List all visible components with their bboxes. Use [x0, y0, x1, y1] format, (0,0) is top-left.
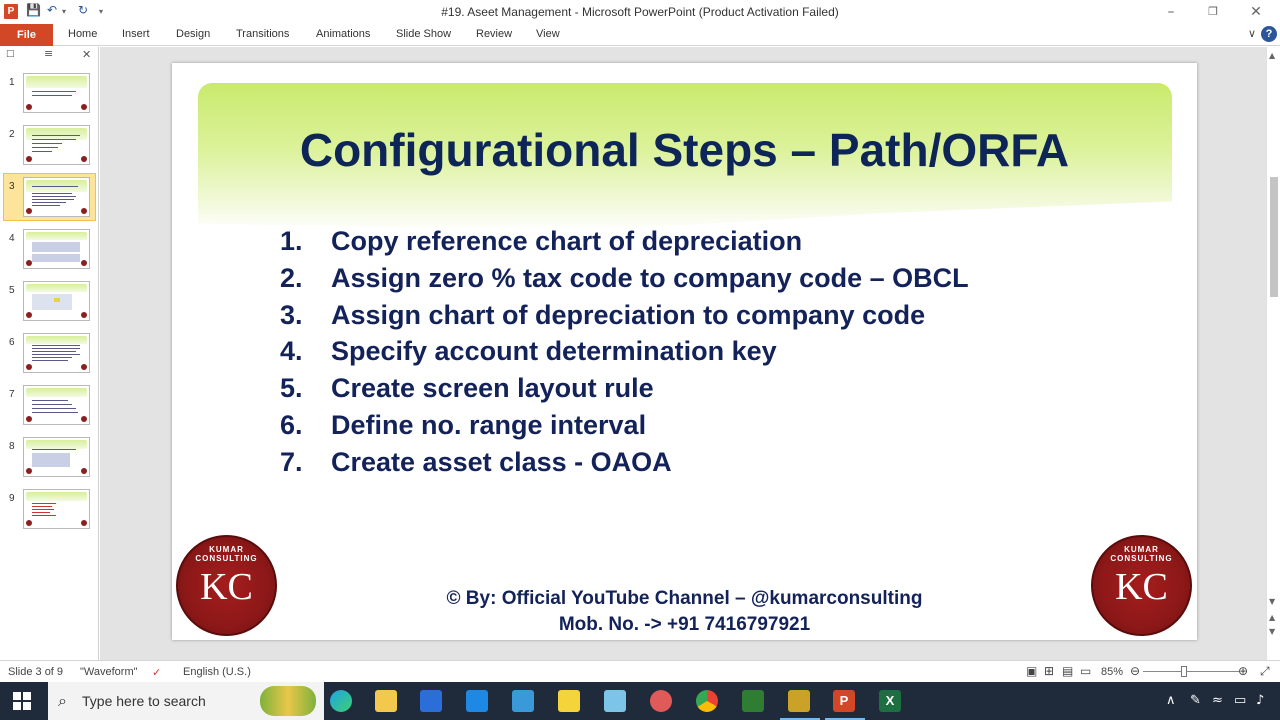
powerpoint-taskbar-icon[interactable]: P [833, 690, 855, 712]
thumbnail-2[interactable] [0, 125, 99, 171]
file-explorer-icon[interactable] [375, 690, 397, 712]
tab-review[interactable]: Review [476, 28, 513, 40]
slides-tab-icon[interactable]: □ [6, 49, 15, 59]
theme-name[interactable]: "Waveform" [80, 666, 138, 678]
kc-logo-left [176, 535, 277, 636]
current-slide[interactable] [172, 63, 1197, 640]
slide-editing-area[interactable] [100, 47, 1266, 660]
thumbnail-number: 8 [9, 441, 15, 452]
scroll-up-icon[interactable]: ▲ [1269, 51, 1276, 60]
credit-text[interactable] [172, 586, 1197, 638]
list-item [280, 297, 969, 334]
list-item [280, 333, 969, 370]
windows-start-icon[interactable] [13, 692, 31, 710]
slide-thumbnail [23, 333, 90, 373]
kc-logo-right [1091, 535, 1192, 636]
snipping-tool-icon[interactable] [604, 690, 626, 712]
steps-list[interactable] [280, 223, 969, 481]
app-icon[interactable] [788, 690, 810, 712]
step-number: 3. [280, 299, 303, 330]
step-number: 7. [280, 446, 303, 477]
thumbnail-number: 5 [9, 285, 15, 296]
thumbnail-6[interactable] [0, 333, 99, 379]
previous-slide-icon[interactable]: ▲ [1269, 613, 1276, 622]
thumbnail-9[interactable] [0, 489, 99, 535]
slide-show-icon[interactable]: ▭ [1080, 664, 1092, 678]
zoom-slider[interactable] [1143, 671, 1239, 672]
step-number: 2. [280, 262, 303, 293]
thumbnail-3[interactable] [0, 177, 99, 223]
slide-thumbnail [23, 229, 90, 269]
zoom-slider-knob[interactable] [1181, 666, 1187, 677]
minimize-button[interactable]: – [1167, 4, 1175, 20]
windows-taskbar [0, 682, 1280, 720]
search-placeholder: Type here to search [82, 693, 206, 709]
thumbnail-4[interactable] [0, 229, 99, 275]
thumbnail-number: 1 [9, 77, 15, 88]
thumbnail-number: 4 [9, 233, 15, 244]
list-item [280, 444, 969, 481]
list-item [280, 407, 969, 444]
thumbnail-5[interactable] [0, 281, 99, 327]
redo-icon[interactable]: ↻ [78, 3, 89, 17]
slide-thumbnail [23, 281, 90, 321]
logo-ring-text: KUMAR CONSULTING [1110, 545, 1173, 563]
scroll-thumb[interactable] [1270, 177, 1278, 297]
excel-taskbar-icon[interactable]: X [879, 690, 901, 712]
tab-home[interactable]: Home [68, 28, 98, 40]
edge-browser-icon[interactable] [330, 690, 352, 712]
normal-view-icon[interactable]: ▣ [1026, 664, 1038, 678]
thumbnail-number: 6 [9, 337, 15, 348]
step-text: Assign zero % tax code to company code – OBCL [331, 262, 969, 293]
show-hidden-icons[interactable]: ∧ [1166, 693, 1176, 708]
slide-sorter-icon[interactable]: ⊞ [1044, 664, 1055, 678]
paint-icon[interactable] [650, 690, 672, 712]
tab-design[interactable]: Design [176, 28, 211, 40]
tab-view[interactable]: View [536, 28, 560, 40]
zoom-in-icon[interactable]: ⊕ [1238, 664, 1249, 678]
thumbnail-number: 9 [9, 493, 15, 504]
customize-qat-icon[interactable]: ▾ [99, 7, 104, 16]
search-icon: ⌕ [58, 691, 67, 710]
scroll-down-icon[interactable]: ▼ [1269, 597, 1276, 606]
step-text: Assign chart of depreciation to company code [331, 299, 926, 330]
thumbnail-number: 3 [9, 181, 15, 192]
step-text: Specify account determination key [331, 336, 777, 367]
close-button[interactable]: ✕ [1250, 4, 1262, 20]
volume-icon[interactable]: ♪ [1256, 693, 1265, 708]
thumbnail-8[interactable] [0, 437, 99, 483]
thumbnail-number: 7 [9, 389, 15, 400]
remote-desktop-icon[interactable] [512, 690, 534, 712]
credit-line-1: © By: Official YouTube Channel – @kumarconsulting [446, 588, 923, 609]
slide-thumbnail [23, 385, 90, 425]
thumbnail-1[interactable] [0, 73, 99, 119]
tab-file[interactable]: File [0, 24, 53, 46]
list-item [280, 260, 969, 297]
next-slide-icon[interactable]: ▼ [1269, 627, 1276, 636]
undo-icon[interactable]: ↶ [47, 3, 58, 17]
expand-ribbon-icon[interactable]: ∨ [1247, 27, 1256, 40]
zoom-level[interactable]: 85% [1101, 666, 1124, 678]
step-text: Create asset class - OAOA [331, 446, 672, 477]
zoom-out-icon[interactable]: ⊖ [1130, 664, 1141, 678]
spelling-check-icon[interactable]: ✓ [152, 667, 162, 679]
step-number: 1. [280, 226, 303, 256]
vertical-scrollbar[interactable] [1266, 47, 1280, 660]
slide-thumbnail [23, 437, 90, 477]
title-bar [0, 0, 1280, 24]
help-icon[interactable]: ? [1261, 26, 1277, 42]
step-number: 4. [280, 336, 303, 367]
credit-line-2: Mob. No. -> +91 7416797921 [558, 614, 811, 635]
slide-title[interactable]: Configurational Steps – Path/ORFA [299, 124, 1070, 176]
status-bar [0, 660, 1280, 682]
window-title: #19. Aseet Management - Microsoft PowerPoint (Product Activation Failed) [441, 5, 839, 19]
sticky-notes-icon[interactable] [558, 690, 580, 712]
logo-ring-text: KUMAR CONSULTING [195, 545, 258, 563]
powerpoint-icon[interactable]: P [4, 4, 18, 19]
chrome-icon[interactable] [696, 690, 718, 712]
list-item [280, 223, 969, 260]
tab-transitions[interactable]: Transitions [236, 28, 290, 40]
logo-initials: KC [1115, 566, 1168, 608]
save-icon[interactable]: 💾 [26, 3, 41, 17]
undo-dropdown-icon[interactable]: ▾ [62, 7, 67, 16]
step-number: 5. [280, 373, 303, 404]
ribbon-tabs [0, 24, 1280, 46]
fit-to-window-icon[interactable]: ⤢ [1260, 664, 1270, 678]
outline-tab-icon[interactable]: ≡ [44, 47, 54, 60]
list-item [280, 370, 969, 407]
pen-icon[interactable]: ✎ [1190, 693, 1201, 708]
slide-indicator: Slide 3 of 9 [8, 666, 64, 678]
microsoft-store-icon[interactable] [420, 690, 442, 712]
taskbar-search-box[interactable] [48, 682, 324, 720]
mail-icon[interactable] [466, 690, 488, 712]
reading-view-icon[interactable]: ▤ [1062, 664, 1074, 678]
close-pane-icon[interactable]: ✕ [82, 48, 92, 61]
slide-thumbnail [23, 73, 90, 113]
slide-thumbnail [23, 177, 90, 217]
slide-thumbnail-pane [0, 47, 99, 660]
step-number: 6. [280, 409, 303, 440]
language-indicator[interactable]: English (U.S.) [183, 666, 251, 678]
camtasia-icon[interactable] [742, 690, 764, 712]
step-text: Create screen layout rule [331, 373, 654, 404]
tab-insert[interactable]: Insert [122, 28, 150, 40]
step-text: Copy reference chart of depreciation [331, 226, 803, 256]
logo-initials: KC [200, 566, 253, 608]
tab-animations[interactable]: Animations [316, 28, 371, 40]
restore-button[interactable]: ❐ [1208, 5, 1218, 18]
slide-thumbnail [23, 489, 90, 529]
battery-icon[interactable]: ▭ [1234, 693, 1247, 708]
step-text: Define no. range interval [331, 409, 647, 440]
wifi-icon[interactable]: ≈ [1212, 693, 1223, 708]
tab-slide-show[interactable]: Slide Show [396, 28, 452, 40]
thumbnail-7[interactable] [0, 385, 99, 431]
pane-header [0, 47, 99, 65]
search-highlight-image [260, 686, 316, 716]
slide-thumbnail [23, 125, 90, 165]
thumbnail-number: 2 [9, 129, 15, 140]
